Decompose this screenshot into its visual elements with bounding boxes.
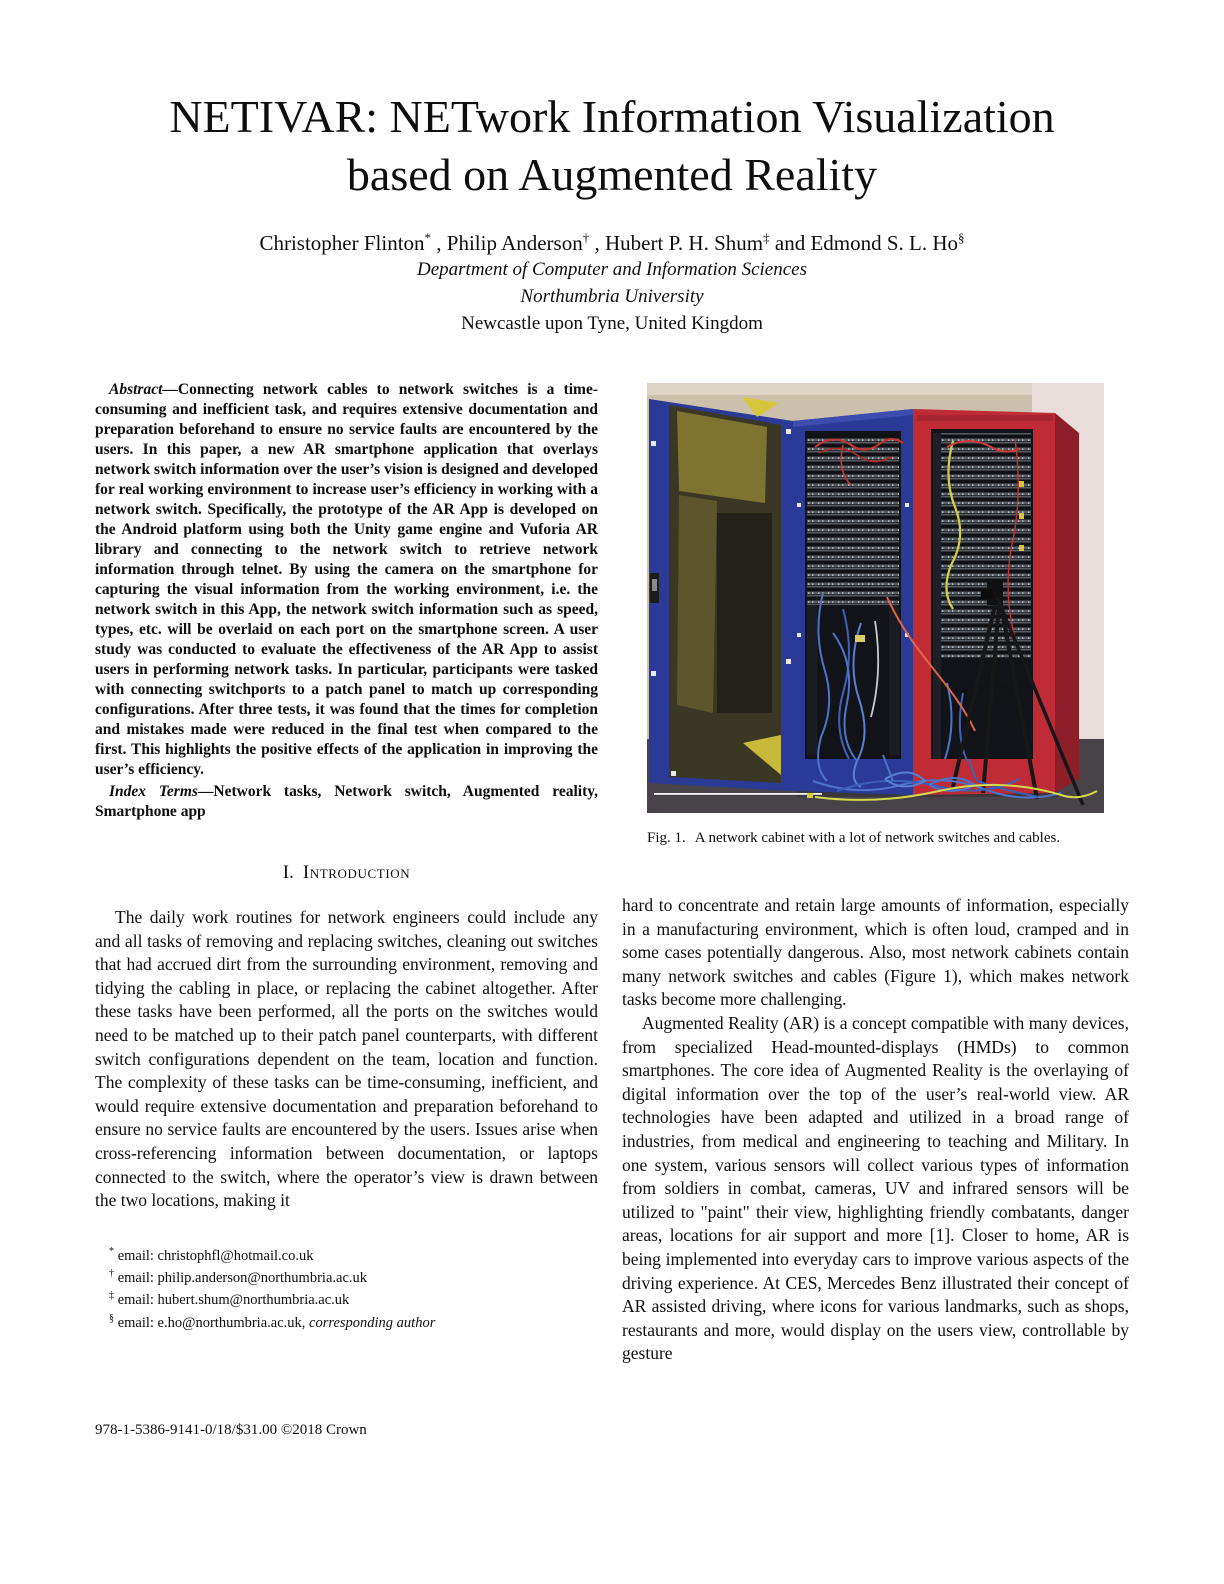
skirting-line (654, 793, 822, 795)
paper-title (0, 88, 1224, 204)
right-column (622, 383, 1129, 1366)
author-name: Edmond S. L. Ho (810, 231, 959, 255)
author-separator: and (769, 231, 811, 255)
affiliation-location: Newcastle upon Tyne, United Kingdom (461, 313, 763, 334)
footnotes (95, 1243, 598, 1332)
right-column-text (622, 894, 1129, 1366)
copyright-notice: 978-1-5386-9141-0/18/$31.00 ©2018 Crown (95, 1422, 367, 1438)
left-column (95, 380, 598, 1332)
abstract-label: Abstract (109, 381, 163, 398)
blue-cabinet (793, 409, 913, 795)
author-name: Philip Anderson (446, 231, 583, 255)
author-name: Christopher Flinton (259, 231, 425, 255)
footnote-text: email: philip.anderson@northumbria.ac.uk (117, 1269, 368, 1286)
footnote-text: email: hubert.shum@northumbria.ac.uk (117, 1292, 350, 1309)
paper-title-line2: based on Augmented Reality (346, 149, 878, 200)
affiliation-department: Department of Computer and Information Sciences (417, 259, 807, 280)
index-terms (95, 782, 598, 822)
author-mark: † (582, 230, 590, 245)
affiliation-university: Northumbria University (520, 286, 704, 307)
title-block (0, 88, 1224, 337)
introduction-paragraph: The daily work routines for network engineers could include any and all tasks of removing and replacing switches, cleaning out switches that had accrued dirt from the surrounding environment, removing and tidying the cabling in place, or replacing the cabinet altogether. After these tasks have been performed, all the ports on the switches would need to be matched up to their patch panel counterparts, with different switch configurations dependent on the team, location and function. The complexity of these tasks can be time-consuming, inefficient, and would require extensive documentation and preparation beforehand to ensure no service faults are encountered by the users. Issues arise when cross-referencing information between documentation, or laptops connected to the switch, where the operator’s view is drawn between the two locations, making it (95, 907, 598, 1211)
figure-1-photo (647, 383, 1104, 813)
index-terms-label: Index Terms (109, 783, 198, 800)
footnote-suffix: corresponding author (309, 1314, 436, 1331)
footnote-mark: * (109, 1245, 115, 1257)
footnote-mark: ‡ (109, 1290, 115, 1302)
figure-1-caption (647, 829, 1104, 848)
footnote-4 (95, 1310, 598, 1332)
camera (981, 589, 993, 599)
footnote-1 (95, 1243, 598, 1265)
section-title: Introduction (302, 862, 411, 883)
author-mark: * (424, 230, 432, 245)
figure-1 (647, 383, 1104, 813)
footnote-text: email: christophfl@hotmail.co.uk (117, 1247, 314, 1264)
abstract-text: —Connecting network cables to network switches is a time-consuming and inefficient task, and requires extensive documentation and preparation beforehand to ensure no service faults are encountered by the users. In this paper, a new AR smartphone application that overlays network switch information over the user’s vision is designed and developed for real working environment to increase user’s efficiency in working with a network switch. Specifically, the prototype of the AR App is developed on the Android platform using both the Unity game engine and Vuforia AR library and connecting to the network switch to retrieve network information through telnet. By using the camera on the smartphone for capturing the visual information from the working environment, i.e. the network switch in this App, the network switch information such as speed, types, etc. will be overlaid on each port on the smartphone screen. A user study was conducted to evaluate the effectiveness of the AR App to assist users in performing network tasks. In particular, participants were tasked with connecting switchports to a patch panel to match up corresponding configurations. After three tests, it was found that the times for completion and mistakes made were reduced in the final test when compared to the first. This highlights the positive effects of the application in improving the user’s efficiency. (95, 381, 598, 778)
figure-caption-label: Fig. 1. (647, 830, 686, 846)
section-heading-introduction (95, 862, 598, 884)
blue-cabinet-door (649, 397, 793, 791)
footnote-mark: § (109, 1312, 115, 1324)
cable-tag (855, 635, 865, 642)
author-separator: , (589, 231, 605, 255)
ar-paragraph: Augmented Reality (AR) is a concept compatible with many devices, from specialized Head-mounted-displays (HMDs) to common smartphones. The core idea of Augmented Reality is the overlaying of digital information over the top of the user’s real-world view. AR technologies have been adapted and utilized in a broad range of industries, from medical and engineering to teaching and Military. In one system, various sensors will collect various types of information from soldiers in combat, cameras, UV and infrared sensors will be utilized to "paint" their view, highlighting friendly combatants, danger areas, locations for air support and more [1]. Closer to home, AR is being implemented into everyday cars to improve various aspects of the driving experience. At CES, Mercedes Benz illustrated their concept of AR assisted driving, where icons for various landmarks, such as shops, restaurants and more, would display on the users view, controllable by gesture (622, 1012, 1129, 1364)
figure-caption-text: A network cabinet with a lot of network switches and cables. (694, 830, 1061, 846)
author-name: Hubert P. H. Shum (605, 231, 764, 255)
footnote-text: email: e.ho@northumbria.ac.uk, (117, 1314, 310, 1331)
continuation-paragraph: hard to concentrate and retain large amounts of information, especially in a manufacturing environment, which is often loud, cramped and in some cases potentially dangerous. Also, most network cabinets contain many network switches and cables (Figure 1), which makes network tasks become more challenging. (622, 895, 1129, 1010)
paper-title-line1: NETIVAR: NETwork Information Visualization (169, 91, 1055, 142)
author-mark: ‡ (763, 230, 770, 245)
footnote-mark: † (109, 1268, 115, 1280)
footnote-3 (95, 1287, 598, 1309)
abstract (95, 380, 598, 780)
author-line (0, 230, 1224, 256)
footnote-2 (95, 1265, 598, 1287)
author-mark: § (958, 230, 965, 245)
section-number: I. (282, 862, 294, 883)
author-separator: , (431, 231, 447, 255)
index-terms-text: —Network tasks, Network switch, Augmented reality, Smartphone app (95, 783, 598, 820)
